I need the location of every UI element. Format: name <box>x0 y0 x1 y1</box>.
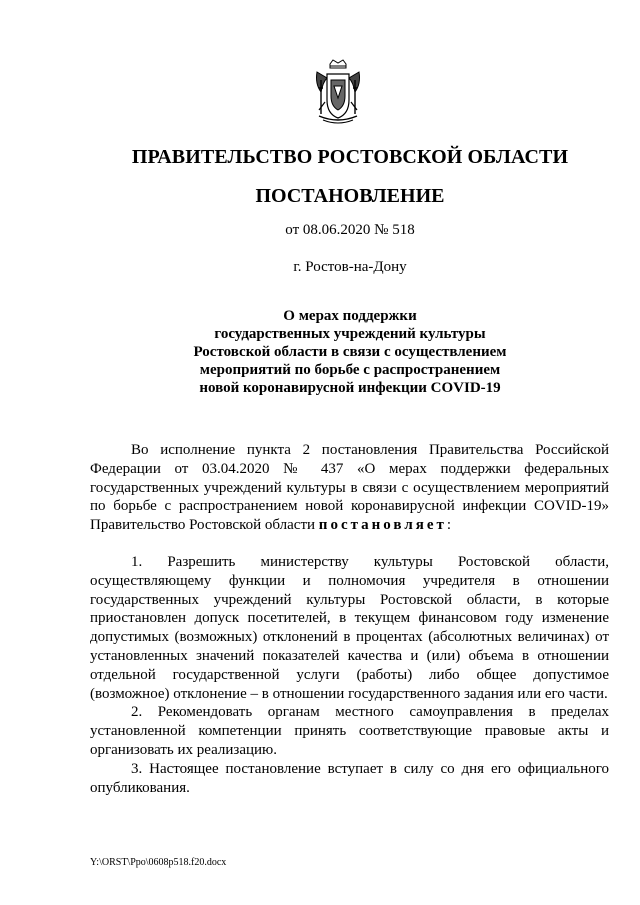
decree-word: постановляет <box>318 517 447 534</box>
subject-line: государственных учреждений культуры <box>214 326 486 342</box>
item-paragraph: 3. Настоящее постановление вступает в силу со дня его официального опубликования. <box>90 760 609 796</box>
subject-line: новой коронавирусной инфекции COVID-19 <box>199 380 501 396</box>
preamble-text: Во исполнение пункта 2 постановления Правительства Российской Федерации от 03.04.2020 № 437 «О мерах поддержки федеральных государственных учреждений культуры в связи с осуществлением мероприятий по борьбе с распространением новой коронавирусной инфекции COVID-19» Правительство Ростовской области <box>90 442 609 534</box>
item-paragraph: 1. Разрешить министерству культуры Ростовской области, осуществляющему функции и полномочия учредителя в отношении государственных учреждений культуры Ростовской области, в которые приостановлен допуск посетителей, в текущем финансовом году изменение допустимых (возможных) отклонений в процентах (абсолютных величинах) от установленных значений показателей качества и (или) объема в отношении отдельной государственной услуги (работы) либо общее допустимое (возможное) отклонение – в отношении государственного задания или его части. <box>90 553 609 702</box>
government-title: ПРАВИТЕЛЬСТВО РОСТОВСКОЙ ОБЛАСТИ <box>131 146 569 168</box>
document-city: г. Ростов-на-Дону <box>293 259 407 275</box>
preamble-colon: : <box>446 517 452 534</box>
subject-line: О мерах поддержки <box>283 308 417 324</box>
document-date-number: от 08.06.2020 № 518 <box>285 222 415 238</box>
footer-file-path: Y:\ORST\Ppo\0608p518.f20.docx <box>90 857 227 868</box>
item-paragraph: 2. Рекомендовать органам местного самоуправления в пределах установленной компетенции принять соответствующие правовые акты и организовать их реализацию. <box>90 704 609 758</box>
document-body <box>90 441 609 797</box>
document-subject <box>0 307 640 397</box>
subject-line: мероприятий по борьбе с распространением <box>199 362 501 378</box>
preamble-paragraph <box>90 441 609 535</box>
coat-of-arms-emblem <box>313 58 363 126</box>
document-type: ПОСТАНОВЛЕНИЕ <box>255 185 445 207</box>
subject-line: Ростовской области в связи с осуществлением <box>193 344 507 360</box>
